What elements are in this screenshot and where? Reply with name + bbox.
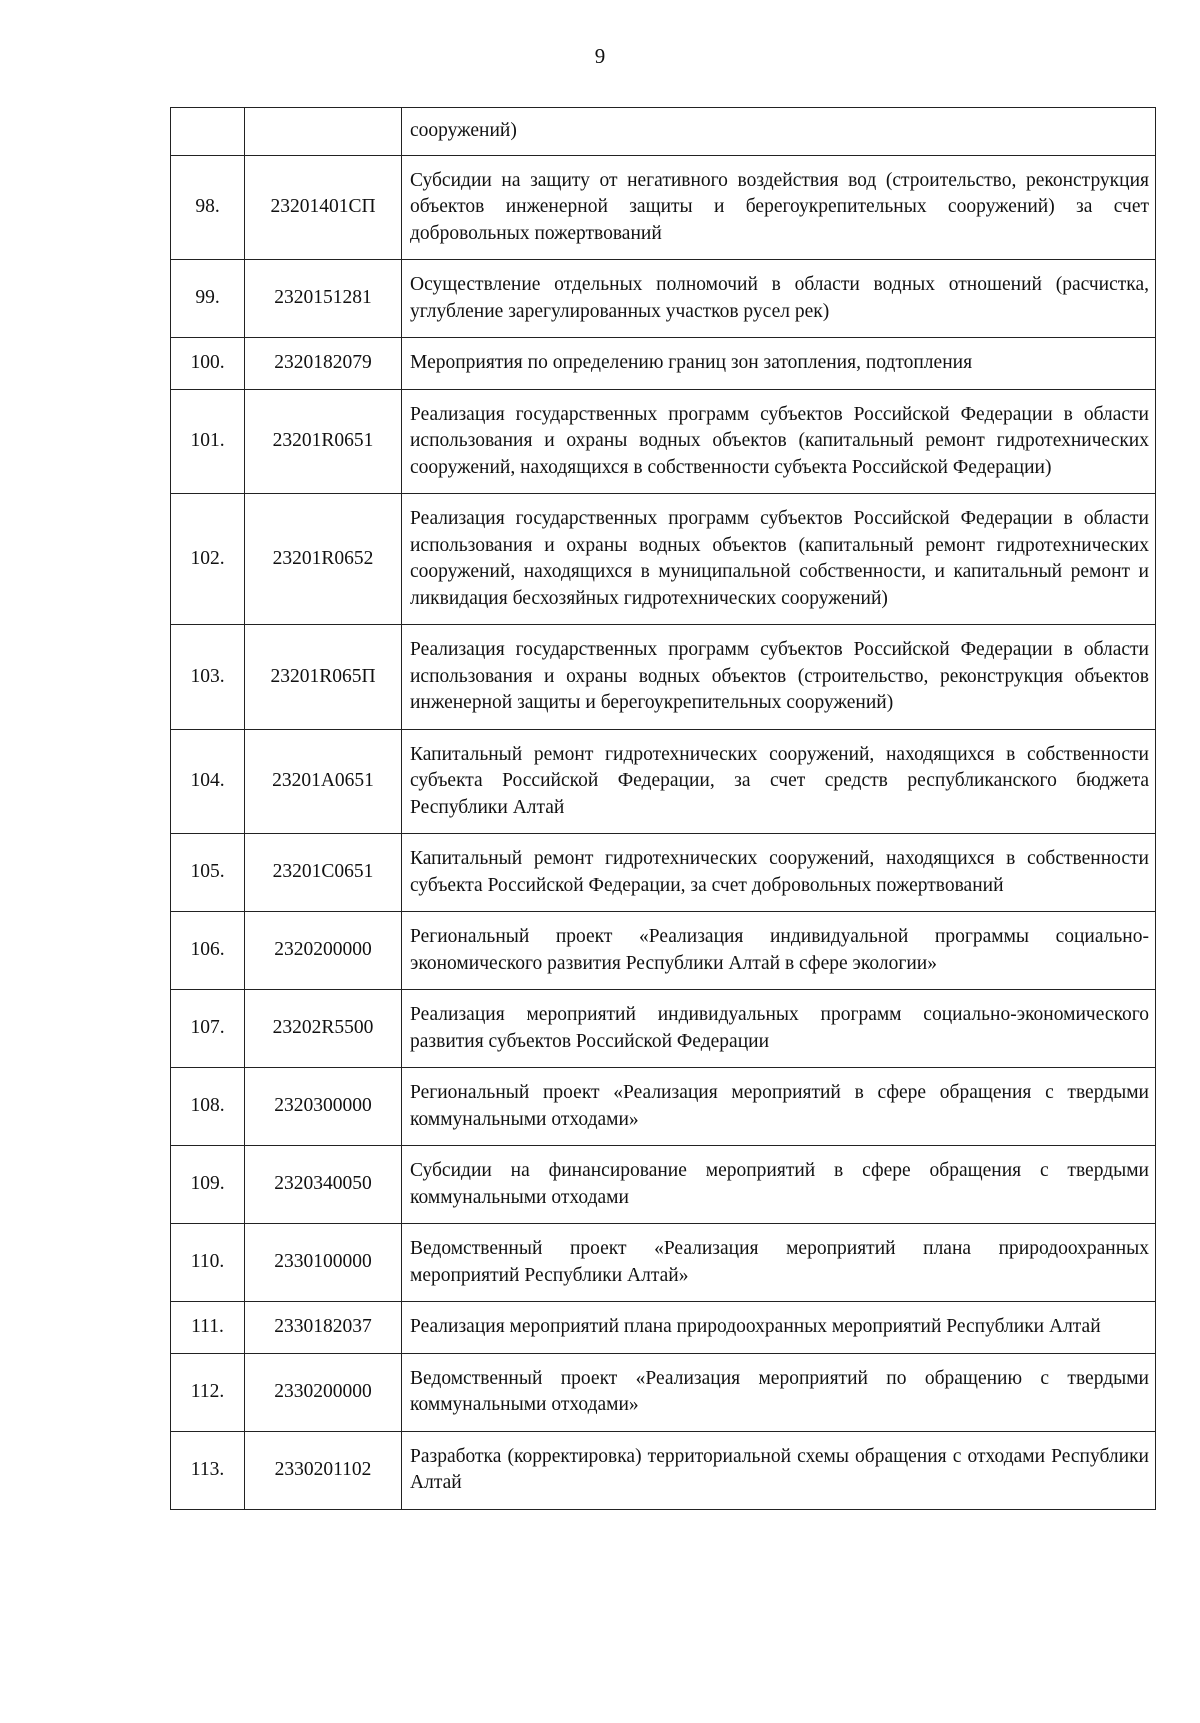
row-description: Субсидии на защиту от негативного воздействия вод (строительство, реконструкция объектов инженерной защиты и берегоукрепительных сооружений) за счет добровольных пожертвований [402,155,1156,260]
row-number: 112. [171,1353,245,1431]
row-code: 2320200000 [245,912,402,990]
row-code: 2320300000 [245,1068,402,1146]
row-code: 2320151281 [245,260,402,338]
row-code: 23201R0652 [245,494,402,625]
row-number: 106. [171,912,245,990]
row-description: Ведомственный проект «Реализация мероприятий по обращению с твердыми коммунальными отходами» [402,1353,1156,1431]
row-description: Реализация государственных программ субъектов Российской Федерации в области использования и охраны водных объектов (капитальный ремонт гидротехнических сооружений, находящихся в собственности субъекта Российской Федерации) [402,389,1156,494]
row-description: Осуществление отдельных полномочий в области водных отношений (расчистка, углубление зарегулированных участков русел рек) [402,260,1156,338]
row-number [171,108,245,156]
row-description: Реализация государственных программ субъектов Российской Федерации в области использования и охраны водных объектов (строительство, реконструкция объектов инженерной защиты и берегоукрепительных сооружений) [402,625,1156,730]
page-number: 9 [594,44,606,68]
row-code: 23201C0651 [245,834,402,912]
table-row [171,494,1156,625]
table-row [171,1224,1156,1302]
row-description: Реализация мероприятий индивидуальных программ социально-экономического развития субъектов Российской Федерации [402,990,1156,1068]
row-code: 23202R5500 [245,990,402,1068]
row-code: 23201R0651 [245,389,402,494]
row-code: 2330200000 [245,1353,402,1431]
row-number: 108. [171,1068,245,1146]
row-number: 113. [171,1431,245,1509]
row-description: Региональный проект «Реализация индивидуальной программы социально-экономического развития Республики Алтай в сфере экологии» [402,912,1156,990]
table-row [171,1146,1156,1224]
row-number: 98. [171,155,245,260]
row-code: 2330182037 [245,1302,402,1354]
row-code: 2320182079 [245,338,402,390]
row-number: 104. [171,729,245,834]
row-description: Капитальный ремонт гидротехнических сооружений, находящихся в собственности субъекта Российской Федерации, за счет добровольных пожертвований [402,834,1156,912]
row-code: 2330201102 [245,1431,402,1509]
table-row [171,338,1156,390]
row-number: 103. [171,625,245,730]
table-row [171,1431,1156,1509]
table-row [171,912,1156,990]
table-row [171,155,1156,260]
table-row [171,834,1156,912]
row-number: 111. [171,1302,245,1354]
row-description: сооружений) [402,108,1156,156]
table-row [171,108,1156,156]
row-number: 110. [171,1224,245,1302]
table-row [171,625,1156,730]
row-description: Реализация мероприятий плана природоохранных мероприятий Республики Алтай [402,1302,1156,1354]
row-code: 23201401СП [245,155,402,260]
row-description: Реализация государственных программ субъектов Российской Федерации в области использования и охраны водных объектов (капитальный ремонт гидротехнических сооружений, находящихся в муниципальной собственности, и капитальный ремонт и ликвидация бесхозяйных гидротехнических сооружений) [402,494,1156,625]
budget-codes-table [170,107,1156,1510]
row-description: Региональный проект «Реализация мероприятий в сфере обращения с твердыми коммунальными отходами» [402,1068,1156,1146]
row-code: 2330100000 [245,1224,402,1302]
row-number: 105. [171,834,245,912]
row-description: Мероприятия по определению границ зон затопления, подтопления [402,338,1156,390]
row-code: 23201A0651 [245,729,402,834]
row-code [245,108,402,156]
row-number: 99. [171,260,245,338]
row-number: 100. [171,338,245,390]
table-row [171,729,1156,834]
row-description: Разработка (корректировка) территориальной схемы обращения с отходами Республики Алтай [402,1431,1156,1509]
table-row [171,1353,1156,1431]
table-row [171,1068,1156,1146]
row-description: Ведомственный проект «Реализация мероприятий плана природоохранных мероприятий Республики Алтай» [402,1224,1156,1302]
table-row [171,1302,1156,1354]
table-row [171,389,1156,494]
row-description: Капитальный ремонт гидротехнических сооружений, находящихся в собственности субъекта Российской Федерации, за счет средств республиканского бюджета Республики Алтай [402,729,1156,834]
row-number: 102. [171,494,245,625]
row-number: 101. [171,389,245,494]
row-number: 109. [171,1146,245,1224]
row-description: Субсидии на финансирование мероприятий в сфере обращения с твердыми коммунальными отходами [402,1146,1156,1224]
table-row [171,990,1156,1068]
row-code: 23201R065П [245,625,402,730]
table-row [171,260,1156,338]
row-number: 107. [171,990,245,1068]
row-code: 2320340050 [245,1146,402,1224]
